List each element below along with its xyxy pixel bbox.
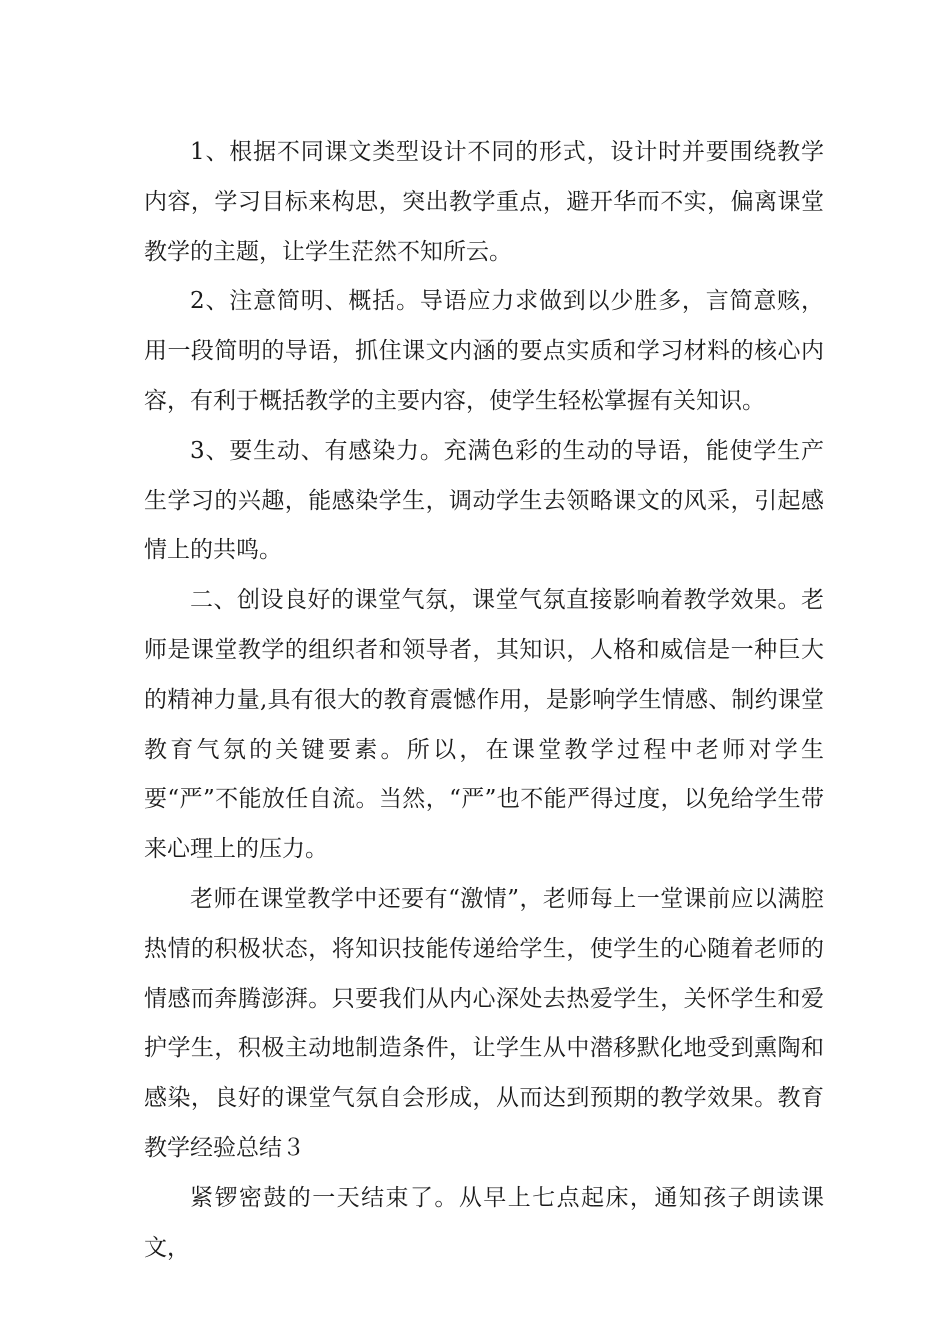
paragraph-concise-summary: 2、注意简明、概括。导语应力求做到以少胜多，言简意赅，用一段简明的导语，抓住课文内涵的要点实质和学习材料的核心内容，有利于概括教学的主要内容，使学生轻松掌握有关知识。: [144, 288, 824, 414]
document-page: [144, 128, 824, 1273]
paragraph-teacher-passion: 老师在课堂教学中还要有“激情”，老师每上一堂课前应以满腔热情的积极状态，将知识技能传递给学生，使学生的心随着老师的情感而奔腾澎湃。只要我们从内心深处去热爱学生，关怀学生和爱护学生，积极主动地制造条件，让学生从中潜移默化地受到熏陶和感染，良好的课堂气氛自会形成，从而达到预期的教学效果。教育教学经验总结３: [144, 885, 824, 1161]
paragraph-busy-day: 紧锣密鼓的一天结束了。从早上七点起床，通知孩子朗读课文，: [144, 1184, 824, 1261]
paragraph-classroom-atmosphere: 二、创设良好的课堂气氛，课堂气氛直接影响着教学效果。老师是课堂教学的组织者和领导者，其知识，人格和威信是一种巨大的精神力量,具有很大的教育震憾作用，是影响学生情感、制约课堂教育气氛的关键要素。所以，在课堂教学过程中老师对学生要“严”不能放任自流。当然，“严”也不能严得过度，以免给学生带来心理上的压力。: [144, 587, 824, 863]
paragraph-vivid-appeal: 3、要生动、有感染力。充满色彩的生动的导语，能使学生产生学习的兴趣，能感染学生，调动学生去领略课文的风采，引起感情上的共鸣。: [144, 437, 824, 564]
paragraph-design-forms: 1、根据不同课文类型设计不同的形式，设计时并要围绕教学内容，学习目标来构思，突出教学重点，避开华而不实，偏离课堂教学的主题，让学生茫然不知所云。: [144, 139, 824, 265]
